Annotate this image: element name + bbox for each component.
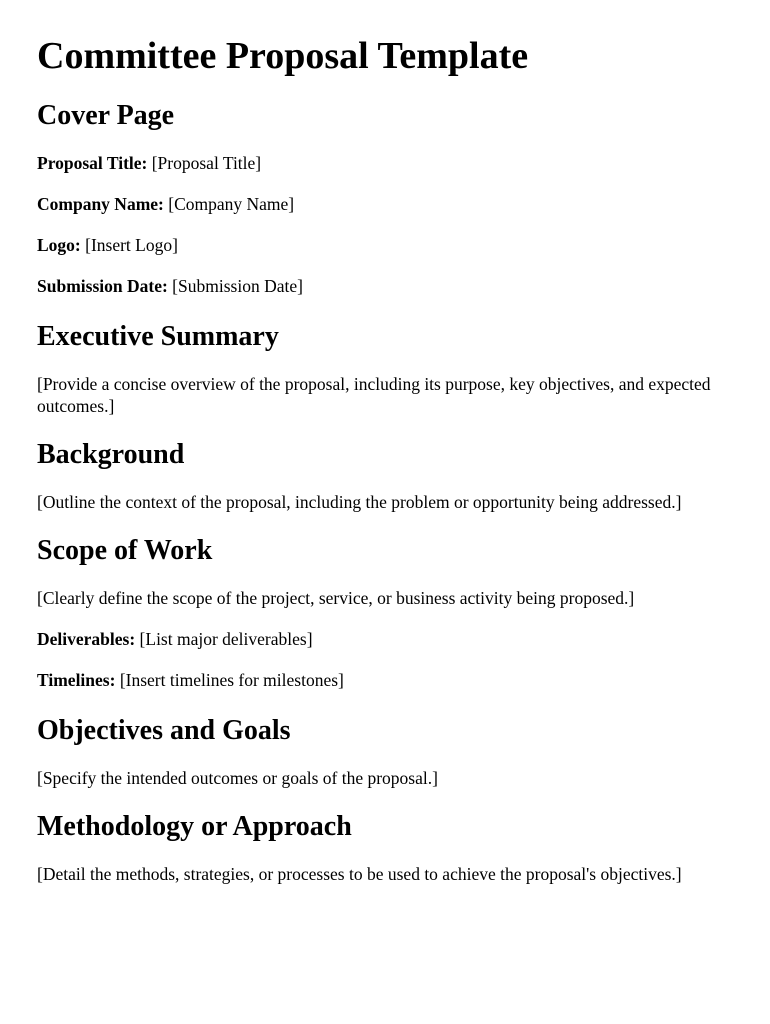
background-text: [Outline the context of the proposal, including the problem or opportunity being addressed.] <box>37 492 682 512</box>
timelines-label: Timelines: <box>37 670 116 690</box>
background-heading: Background <box>37 439 185 470</box>
timelines-field <box>37 669 730 691</box>
methodology-heading: Methodology or Approach <box>37 811 352 842</box>
company-name-field <box>37 193 730 215</box>
deliverables-label: Deliverables: <box>37 629 136 649</box>
logo-value: [Insert Logo] <box>80 235 178 255</box>
cover-page-heading: Cover Page <box>37 100 175 131</box>
proposal-title-label: Proposal Title: <box>37 153 148 173</box>
timelines-value: [Insert timelines for milestones] <box>115 670 344 690</box>
executive-summary-text: [Provide a concise overview of the proposal, including its purpose, key objectives, and expected outcomes.] <box>37 374 711 416</box>
company-name-value: [Company Name] <box>163 194 295 214</box>
deliverables-value: [List major deliverables] <box>135 629 313 649</box>
deliverables-field <box>37 628 730 650</box>
submission-date-value: [Submission Date] <box>167 276 303 296</box>
logo-label: Logo: <box>37 235 81 255</box>
objectives-heading: Objectives and Goals <box>37 715 291 746</box>
logo-field <box>37 234 730 256</box>
executive-summary-heading: Executive Summary <box>37 321 279 352</box>
objectives-text: [Specify the intended outcomes or goals of the proposal.] <box>37 768 438 788</box>
methodology-text: [Detail the methods, strategies, or processes to be used to achieve the proposal's objectives.] <box>37 864 682 884</box>
company-name-label: Company Name: <box>37 194 164 214</box>
scope-of-work-text: [Clearly define the scope of the project, service, or business activity being proposed.] <box>37 588 635 608</box>
scope-of-work-heading: Scope of Work <box>37 535 213 566</box>
submission-date-field <box>37 275 730 297</box>
proposal-title-field <box>37 152 730 174</box>
document-title: Committee Proposal Template <box>37 35 529 77</box>
proposal-title-value: [Proposal Title] <box>147 153 262 173</box>
submission-date-label: Submission Date: <box>37 276 168 296</box>
